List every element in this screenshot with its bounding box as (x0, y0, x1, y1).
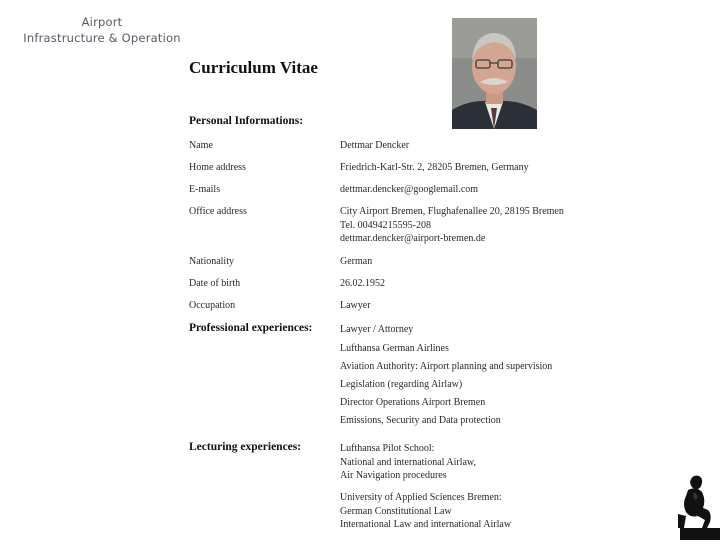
emails-label: E-mails (189, 184, 221, 195)
office-phone-line: Tel. 00494215595-208 (340, 219, 431, 231)
professional-item: Legislation (regarding Airlaw) (340, 379, 463, 390)
office-address-line: City Airport Bremen, Flughafenallee 20, 28195 Bremen (340, 206, 564, 217)
brand-line-1: Airport (81, 15, 123, 29)
professional-heading: Professional experiences: (189, 322, 313, 334)
lecturing-group-2 (340, 491, 511, 532)
lecturing-item: National and international Airlaw, (340, 456, 476, 468)
personal-heading: Personal Informations: (189, 115, 304, 127)
office-address-label: Office address (189, 206, 247, 217)
lecturing-group-1 (340, 442, 476, 483)
lecturing-item: International Law and international Airlaw (340, 519, 512, 530)
professional-item: Lufthansa German Airlines (340, 343, 449, 354)
office-email-line: dettmar.dencker@airport-bremen.de (340, 233, 486, 244)
professional-item: Director Operations Airport Bremen (340, 397, 486, 408)
thinker-statue-icon (672, 470, 720, 540)
occupation-label: Occupation (189, 300, 236, 311)
home-address-value: Friedrich-Karl-Str. 2, 28205 Bremen, Germany (340, 162, 529, 173)
emails-value: dettmar.dencker@googlemail.com (340, 184, 479, 195)
lecturing-heading: Lecturing experiences: (189, 441, 302, 453)
nationality-label: Nationality (189, 256, 234, 267)
brand-line-2: Infrastructure & Operation (23, 31, 181, 45)
date-of-birth-value: 26.02.1952 (340, 278, 385, 289)
name-label: Name (189, 140, 213, 151)
professional-item: Lawyer / Attorney (340, 324, 414, 335)
home-address-label: Home address (189, 162, 246, 173)
page-title: Curriculum Vitae (189, 58, 318, 77)
professional-item: Aviation Authority: Airport planning and supervision (340, 361, 553, 372)
brand-header (0, 14, 204, 46)
lecturing-item: University of Applied Sciences Bremen: (340, 492, 502, 503)
lecturing-item: German Constitutional Law (340, 505, 452, 517)
lecturing-item: Air Navigation procedures (340, 470, 447, 481)
lecturing-item: Lufthansa Pilot School: (340, 443, 435, 454)
nationality-value: German (340, 256, 373, 267)
professional-item: Emissions, Security and Data protection (340, 415, 501, 426)
name-value: Dettmar Dencker (340, 140, 410, 151)
date-of-birth-label: Date of birth (189, 278, 241, 289)
occupation-value: Lawyer (340, 300, 371, 311)
office-address-value (340, 205, 564, 246)
portrait-photo (452, 18, 537, 129)
